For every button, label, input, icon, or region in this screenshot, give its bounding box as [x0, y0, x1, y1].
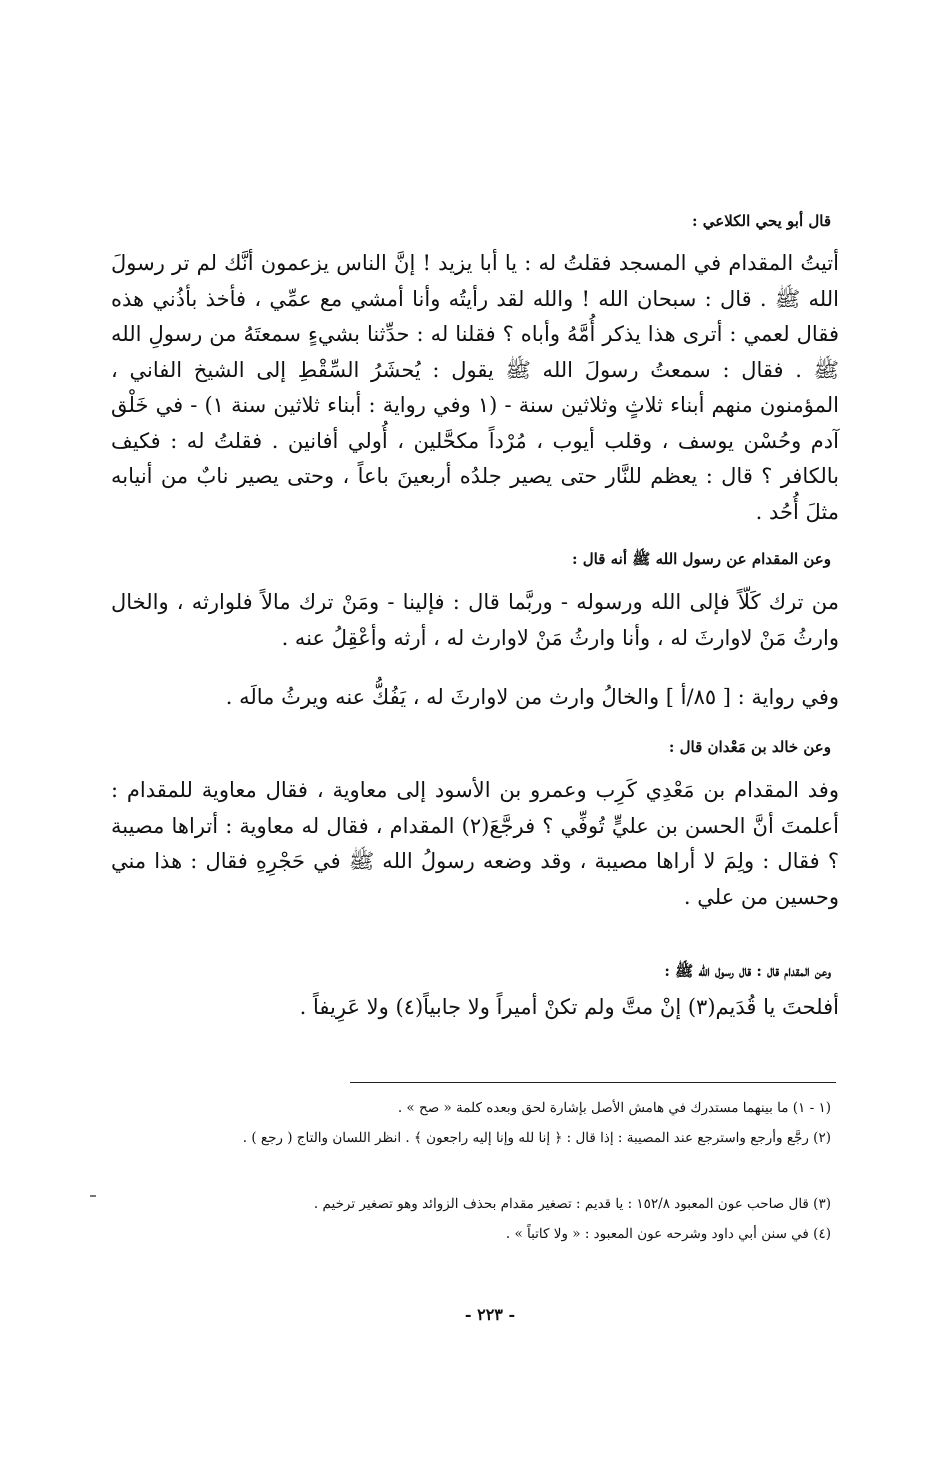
section-heading: وعن خالد بن مَعْدان قال : — [668, 738, 831, 756]
section-heading: وعن المقدام عن رسول الله ﷺ أنه قال : — [572, 550, 831, 568]
body-paragraph: من ترك كَلّاً فإلى الله ورسوله - وربَّما قال : فإلينا - ومَنْ ترك مالاً فلوارثه ، والخال وارثُ مَنْ لاوارثَ له ، وأنا وارثُ مَنْ لاوارث له ، أرثه وأعْقِلُ عنه . — [111, 590, 839, 650]
footnote-divider — [350, 1082, 836, 1083]
footnote: (٢) رجَّع وأرجع واسترجع عند المصيبة : إذا قال : ﴿ إنا لله وإنا إليه راجعون ﴾ . انظر اللسان والتاج ( رجع ) . — [242, 1130, 831, 1146]
body-paragraph: أفلحتَ يا قُدَيم(٣) إنْ متَّ ولم تكنْ أميراً ولا جابياً(٤) ولا عَرِيفاً . — [299, 995, 839, 1019]
body-paragraph: أتيتُ المقدام في المسجد فقلتُ له : يا أبا يزيد ! إنَّ الناس يزعمون أنَّك لم تر رسولَ الله ﷺ . قال : سبحان الله ! والله لقد رأيتُه وأنا أمشي مع عمِّي ، فأخذ بأذُني هذه فقال لعمي : أترى هذا يذكر أُمَّهُ وأباه ؟ فقلنا له : حدِّثنا بشيءٍ سمعتَهُ من رسولِ الله ﷺ . فقال : سمعتُ رسولَ الله ﷺ يقول : يُحشَرُ السِّقْطِ إلى الشيخ الفاني ، المؤمنون منهم أبناء ثلاثٍ وثلاثين سنة - (١ وفي رواية : أبناء ثلاثين سنة ١) - في خَلْق آدم وحُسْن يوسف ، وقلب أيوب ، مُرْداً مكحَّلين ، أُولي أفانين . فقلتُ له : فكيف بالكافر ؟ قال : يعظم للنَّار حتى يصير جلدُه أربعينَ باعاً ، وحتى يصير نابٌ من أنيابه مثلَ أُحُد . — [111, 251, 839, 524]
body-paragraph: وفد المقدام بن مَعْدِي كَرِب وعمرو بن الأسود إلى معاوية ، فقال معاوية للمقدام : أعلمتَ أنَّ الحسن بن عليٍّ تُوفِّي ؟ فرجَّعَ(٢) المقدام ، فقال له معاوية : أتراها مصيبة ؟ فقال : ولِمَ لا أراها مصيبة ، وقد وضعه رسولُ الله ﷺ في حَجْرِهِ فقال : هذا مني وحسين من علي . — [111, 778, 839, 909]
footnote: (٣) قال صاحب عون المعبود ١٥٢/٨ : يا قديم : تصغير مقدام بحذف الزوائد وهو تصغير ترخيم . — [313, 1196, 831, 1212]
body-paragraph: وفي رواية : [ ٨٥/أ ] والخالُ وارث من لاوارثَ له ، يَفُكُّ عنه ويرثُ مالَه . — [225, 685, 839, 709]
section-heading: وعن المقدام قال : قال رسول الله ﷺ : — [664, 962, 831, 980]
page-number: - ٢٢٣ - — [464, 1305, 516, 1324]
footnote: (٤) في سنن أبي داود وشرحه عون المعبود : « ولا كاتباً » . — [505, 1226, 831, 1242]
scan-speck — [90, 1195, 96, 1197]
section-heading: قال أبو يحي الكلاعي : — [692, 212, 831, 230]
footnote: (١ - ١) ما بينهما مستدرك في هامش الأصل بإشارة لحق وبعده كلمة « صح » . — [397, 1100, 831, 1116]
